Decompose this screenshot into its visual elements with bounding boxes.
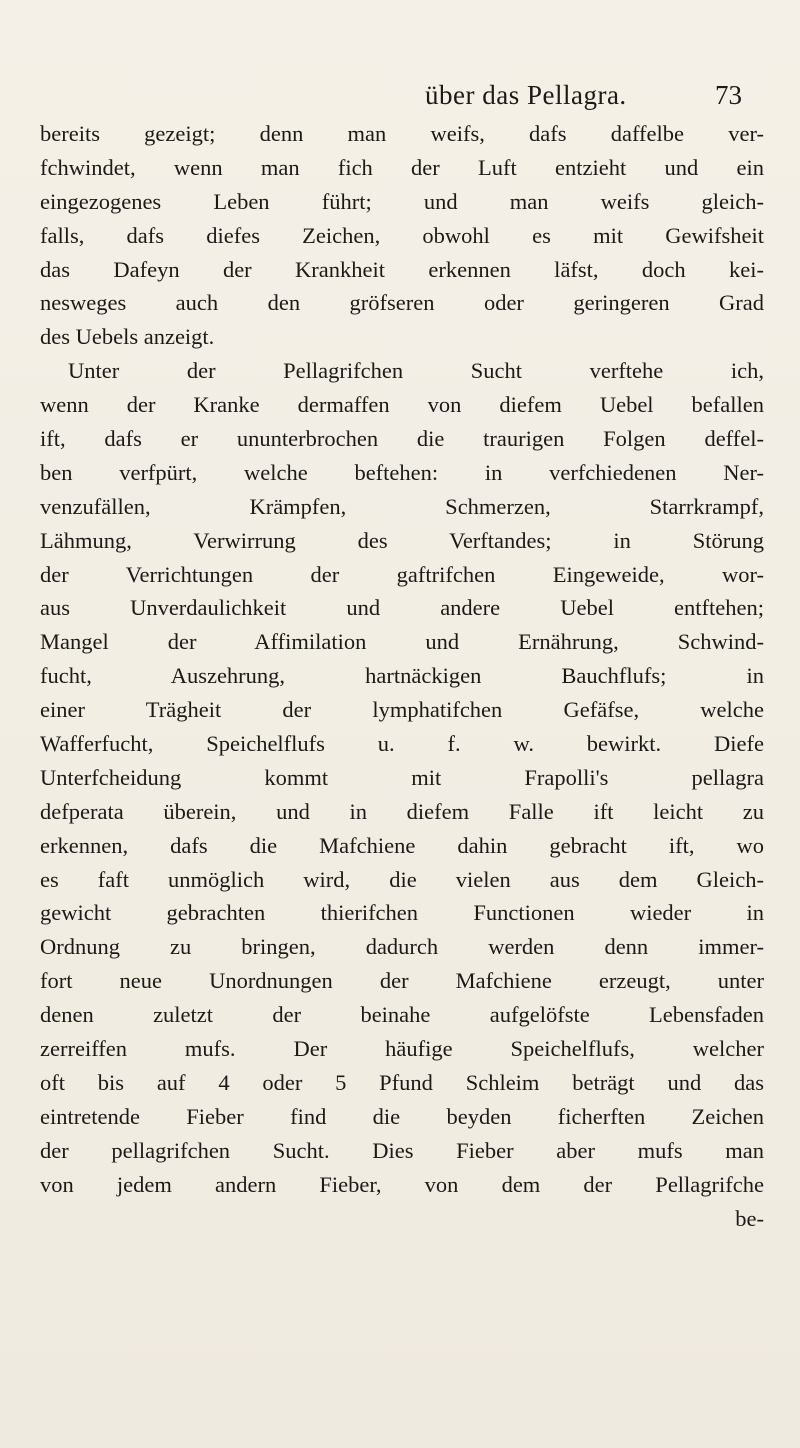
text-line: eingezogenes Leben führt; und man weifs gleich- <box>40 188 764 214</box>
text-line: fchwindet, wenn man fich der Luft entzieht und ein <box>40 154 764 180</box>
text-line: es faft unmöglich wird, die vielen aus dem Gleich- <box>40 866 764 892</box>
body-text <box>40 117 764 1235</box>
text-line: oft bis auf 4 oder 5 Pfund Schleim beträgt und das <box>40 1069 764 1095</box>
text-line: gewicht gebrachten thierifchen Functionen wieder in <box>40 900 764 926</box>
text-line: zerreiffen mufs. Der häufige Speichelflufs, welcher <box>40 1036 764 1062</box>
text-line: ift, dafs er ununterbrochen die traurigen Folgen deffel- <box>40 426 764 452</box>
text-line: bereits gezeigt; denn man weifs, dafs daffelbe ver- <box>40 121 764 146</box>
text-line: fort neue Unordnungen der Mafchiene erzeugt, unter <box>40 968 764 994</box>
text-line: des Uebels anzeigt. <box>40 324 215 350</box>
text-line: Unterfcheidung kommt mit Frapolli's pellagra <box>40 764 764 790</box>
paragraph-start-line: Unter der Pellagrifchen Sucht verftehe ich, <box>68 358 764 384</box>
text-line: Ordnung zu bringen, dadurch werden denn immer- <box>40 934 764 960</box>
text-line: ben verfpürt, welche beftehen: in verfchiedenen Ner- <box>40 459 764 485</box>
text-line: fucht, Auszehrung, hartnäckigen Bauchflufs; in <box>40 663 764 689</box>
text-line: wenn der Kranke dermaffen von diefem Uebel befallen <box>40 392 764 418</box>
text-line: denen zuletzt der beinahe aufgelöfste Lebensfaden <box>40 1002 764 1028</box>
text-line: Lähmung, Verwirrung des Verftandes; in Störung <box>40 527 764 553</box>
running-title: über das Pellagra. <box>425 80 627 110</box>
text-line: Wafferfucht, Speichelflufs u. f. w. bewirkt. Diefe <box>40 731 764 757</box>
text-line: das Dafeyn der Krankheit erkennen läfst, doch kei- <box>40 256 764 282</box>
text-line: von jedem andern Fieber, von dem der Pellagrifche <box>40 1171 764 1197</box>
text-line: einer Trägheit der lymphatifchen Gefäfse, welche <box>40 697 764 723</box>
text-line: der Verrichtungen der gaftrifchen Eingeweide, wor- <box>40 561 764 587</box>
catchword: be- <box>735 1205 764 1231</box>
text-line: venzufällen, Krämpfen, Schmerzen, Starrkrampf, <box>40 493 764 519</box>
text-line: aus Unverdaulichkeit und andere Uebel entftehen; <box>40 595 764 621</box>
text-line: erkennen, dafs die Mafchiene dahin gebracht ift, wo <box>40 832 764 858</box>
text-line: defperata überein, und in diefem Falle ift leicht zu <box>40 798 764 824</box>
text-line: eintretende Fieber find die beyden ficherften Zeichen <box>40 1103 764 1129</box>
text-line: nesweges auch den gröfseren oder geringeren Grad <box>40 290 764 316</box>
text-line: der pellagrifchen Sucht. Dies Fieber aber mufs man <box>40 1137 764 1163</box>
text-line: falls, dafs diefes Zeichen, obwohl es mit Gewifsheit <box>40 222 764 248</box>
page-number: 73 <box>715 80 742 110</box>
text-line: Mangel der Affimilation und Ernährung, Schwind- <box>40 629 764 655</box>
page-header <box>0 80 800 120</box>
